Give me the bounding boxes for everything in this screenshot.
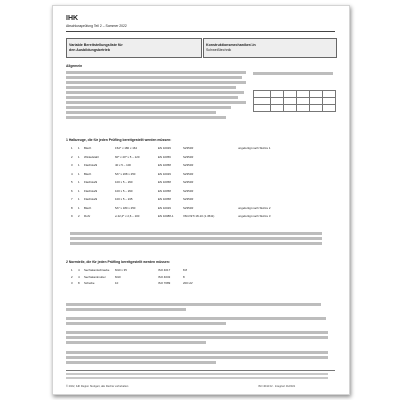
cell-dims: 15A* x 180 x 164: [115, 146, 138, 150]
cell-norm: EN 10029: [158, 146, 171, 150]
body-text-line: [66, 317, 326, 320]
body-text-line: [66, 361, 216, 364]
cell-num: 6: [71, 188, 73, 193]
cell-count: 8: [78, 281, 80, 285]
cell-num: 5: [71, 180, 73, 184]
cell-name: Sechskantmutter: [84, 274, 106, 279]
cell-num: 1: [71, 146, 73, 150]
cell-count: 2: [78, 214, 80, 218]
body-text-line: [66, 331, 328, 334]
general-text-line: [66, 116, 226, 119]
cell-name: Rohr: [84, 214, 91, 218]
tolerance-remark-line: [70, 237, 322, 240]
exam-title: Abschlussprüfung Teil 2 – Sommer 2022: [66, 24, 127, 28]
footer-rule: [66, 370, 335, 371]
cell-mat: X6CrNiTi 18-10 (1.4541): [183, 214, 215, 218]
cell-norm: EN 10088-1: [158, 214, 174, 218]
footer-note-line: [66, 377, 328, 379]
org-title: IHK: [66, 15, 79, 22]
document-code: ISO 4044 02 · Integriert 01/2021: [258, 385, 296, 388]
cell-num: 7: [71, 197, 73, 201]
cell-num: 4: [71, 171, 73, 176]
cell-count: 1: [78, 205, 80, 210]
cell-norm: ISO 4032: [158, 274, 171, 279]
header-rule: [66, 31, 335, 32]
body-text-line: [66, 351, 328, 354]
section2-heading: 2 Normteile, die für jeden Prüfling bereitgestellt werden müssen:: [66, 260, 171, 264]
general-text-line: [66, 96, 238, 99]
cell-dims: 10: [115, 281, 119, 285]
cell-mat: S235JR: [183, 154, 194, 159]
cell-name: Flachstahl: [84, 163, 98, 167]
section1-heading: 1 Halbzeuge, die für jeden Prüfling bereitgestellt werden müssen:: [66, 138, 172, 142]
cell-norm: EN 10058: [158, 188, 171, 193]
footer-note-line: [66, 373, 328, 375]
cell-name: Blech: [84, 146, 92, 150]
cell-num: 9: [71, 214, 73, 218]
general-text-line: [66, 101, 246, 104]
cell-mat: S235JR: [183, 205, 194, 210]
title-box-right: [203, 38, 337, 58]
cell-note: ungefertigt nach Skizze 3: [238, 214, 271, 218]
cell-mat: 8: [183, 274, 185, 279]
cell-mat: 8.8: [183, 268, 188, 272]
cell-mat: S235JR: [183, 171, 194, 176]
document-page: [52, 5, 350, 395]
cell-dims: 60* x 40* x 5 – 120: [115, 154, 140, 159]
profession-line2: Schweißtechnik: [206, 47, 232, 52]
title-line1: Variable Bereitstellungsliste für: [69, 43, 123, 47]
cell-name: Winkelstahl: [84, 154, 99, 159]
body-text-line: [66, 356, 328, 359]
cell-dims: 40 x 5 – 100: [115, 163, 131, 167]
cell-norm: EN 10029: [158, 171, 171, 176]
general-text-line: [66, 91, 244, 94]
body-text-line: [66, 308, 186, 311]
cell-dims: ⌀ 42,4* x 2,6 – 100: [115, 214, 140, 218]
cell-count: 1: [78, 163, 80, 167]
profession-line1: Konstruktionsmechaniker/-in: [206, 43, 256, 47]
cell-note: ungefertigt nach Skizze 2: [238, 205, 271, 210]
cell-mat: S235JR: [183, 163, 194, 167]
cell-num: 2: [71, 274, 73, 279]
cell-num: 2: [71, 154, 73, 159]
cell-dims: 100 x 5 – 245: [115, 197, 133, 201]
cell-name: Blech: [84, 205, 92, 210]
cell-mat: S235JR: [183, 188, 194, 193]
cell-dims: 5A* x 180 x 250: [115, 205, 136, 210]
cell-count: 1: [78, 188, 80, 193]
cell-norm: EN 10058: [158, 197, 171, 201]
cell-norm: ISO 4017: [158, 268, 171, 272]
cell-count: 1: [78, 146, 80, 150]
copyright: © 2022, IHK Region Stuttgart, alle Rechte vorbehalten: [66, 385, 129, 388]
cell-count: 1: [78, 171, 80, 176]
cell-num: 3: [71, 163, 73, 167]
cell-count: 4: [78, 268, 80, 272]
cell-name: Flachstahl: [84, 180, 98, 184]
body-text-line: [66, 322, 226, 325]
cell-note: ungefertigt nach Skizze 1: [238, 146, 271, 150]
cell-name: Sechskantschraube: [84, 268, 110, 272]
tolerance-table: [253, 90, 336, 112]
cell-mat: S235JR: [183, 180, 194, 184]
general-text-line: [66, 81, 246, 84]
tolerance-remark-line: [70, 242, 322, 245]
tolerance-remark-line: [70, 232, 322, 235]
cell-mat: 200 HV: [183, 281, 193, 285]
body-text-line: [66, 341, 206, 344]
cell-num: 3: [71, 281, 73, 285]
title-line2: den Ausbildungsbetrieb: [69, 47, 110, 52]
general-text-line: [66, 106, 231, 109]
cell-norm: EN 10056: [158, 154, 171, 159]
general-text-line: [66, 76, 242, 79]
general-text-line: [66, 86, 236, 89]
general-text-line: [66, 111, 216, 114]
cell-count: 1: [78, 180, 80, 184]
cell-num: 1: [71, 268, 73, 272]
cell-name: Blech: [84, 171, 92, 176]
general-heading: Allgemein: [66, 64, 83, 68]
cell-dims: 100 x 5 – 290: [115, 188, 133, 193]
cell-norm: EN 10029: [158, 205, 171, 210]
cell-dims: 5A* x 208 x 250: [115, 171, 136, 176]
general-text-line: [66, 71, 246, 74]
cell-mat: S235JR: [183, 146, 194, 150]
cell-name: Scheibe: [84, 281, 95, 285]
cell-name: Flachstahl: [84, 188, 98, 193]
cell-count: 1: [78, 197, 80, 201]
body-text-line: [66, 303, 321, 306]
title-box-left: [66, 38, 202, 58]
cell-count: 1: [78, 154, 80, 159]
body-text-line: [66, 336, 328, 339]
cell-norm: ISO 7089: [158, 281, 171, 285]
cell-num: 8: [71, 205, 73, 210]
cell-dims: M10 x 35: [115, 268, 127, 272]
tolerance-note-line: [253, 72, 333, 75]
cell-dims: M10: [115, 274, 121, 279]
cell-norm: EN 10058: [158, 180, 171, 184]
cell-dims: 100 x 5 – 290: [115, 180, 133, 184]
cell-name: Flachstahl: [84, 197, 98, 201]
cell-count: 4: [78, 274, 80, 279]
cell-mat: S235JR: [183, 197, 194, 201]
cell-norm: EN 10058: [158, 163, 171, 167]
